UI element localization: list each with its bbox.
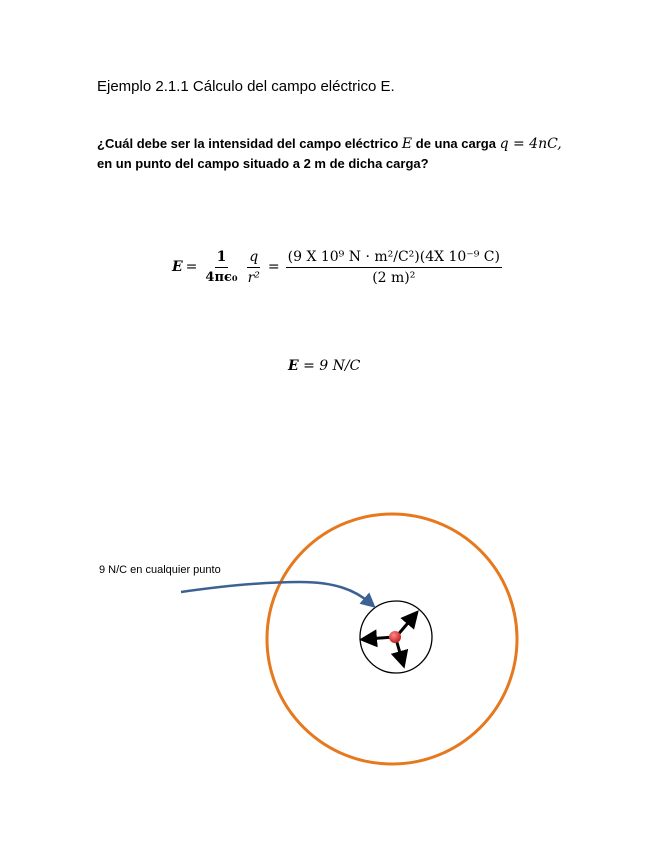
- frac2-denominator: r²: [247, 269, 260, 286]
- eq-lhs: E: [172, 259, 183, 275]
- result-rhs: = 9 N/C: [303, 358, 361, 374]
- frac1-numerator: 1: [215, 249, 229, 268]
- question-line1-mid: de una carga: [415, 136, 496, 151]
- frac3-numerator: (9 X 10⁹ N · m²/C²)(4X 10⁻⁹ C): [286, 249, 502, 268]
- eq-equals: =: [185, 259, 198, 275]
- point-charge: [389, 631, 401, 643]
- field-symbol: E: [401, 136, 413, 152]
- diagram-label: 9 N/C en cualquier punto: [99, 564, 221, 576]
- frac2-numerator: q: [247, 249, 260, 268]
- frac3-denominator: (2 m)²: [372, 269, 416, 286]
- example-title: Ejemplo 2.1.1 Cálculo del campo eléctrico E.: [97, 78, 395, 95]
- frac1-denominator: 4πϵ₀: [205, 270, 238, 285]
- charge-value: q = 4nC,: [499, 136, 562, 152]
- eq-equals-2: =: [267, 259, 280, 275]
- result-lhs: E: [288, 358, 299, 374]
- question-line1: ¿Cuál debe ser la intensidad del campo eléctrico: [97, 136, 399, 151]
- question-line2: en un punto del campo situado a 2 m de dicha carga?: [97, 156, 429, 171]
